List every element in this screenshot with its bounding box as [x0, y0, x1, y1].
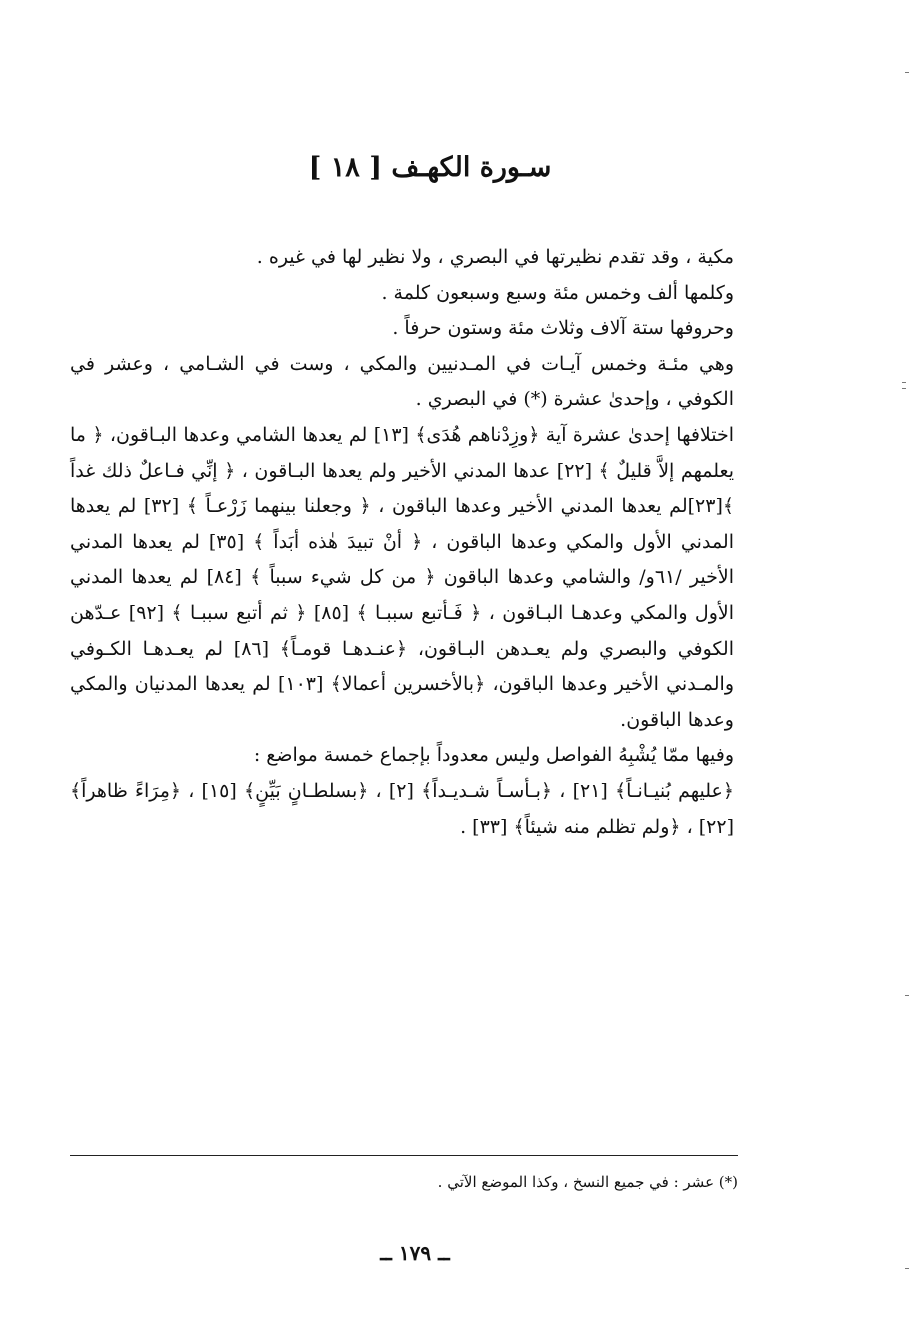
margin-mark: [902, 382, 906, 383]
paragraph-similar-intro: وفيها ممّا يُشْبِهُ الفواصل وليس معدوداً بإجماع خمسة مواضع :: [253, 744, 734, 767]
paragraph-verse-count: وهي مئـة وخمس آيـات في المـدنيين والمكي ، وست في الشـامي ، وعشر في الكوفي ، وإحدىٰ عشرة (*) في البصري .: [70, 352, 734, 411]
paragraph-word-count: وكلمها ألف وخمس مئة وسبع وسبعون كلمة .: [381, 281, 734, 304]
margin-mark: [905, 1268, 909, 1269]
margin-mark: [905, 995, 909, 996]
surah-title: سـورة الكهـف [ ١٨ ]: [308, 152, 552, 183]
paragraph-differences: اختلافها إحدىٰ عشرة آية ﴿وزِدْناهم هُدَى﴾ [١٣] لم يعدها الشامي وعدها البـاقون، ﴿ ما يعلمهم إلاَّ قليلٌ ﴾ [٢٢] عدها المدني الأخير ولم يعدها البـاقون ، ﴿ إنِّي فـاعلٌ ذلك غداً ﴾[٢٣]لم يعدها المدني الأخير وعدها الباقون ، ﴿ وجعلنا بينهما زَرْعـاً ﴾ [٣٢] لم يعدها المدني الأول والمكي وعدها الباقون ، ﴿ أنْ تبيدَ هٰذه أبَداً ﴾ [٣٥] لم يعدها المدني الأخير /٦١و/ والشامي وعدها الباقون ﴿ من كل شيء سبباً ﴾ [٨٤] لم يعدها المدني الأول والمكي وعدهـا البـاقون ، ﴿ فَـأتبع سببـا ﴾ [٨٥] ﴿ ثم أتبع سببـا ﴾ [٩٢] عـدّهن الكوفي والبصري ولم يعـدهن البـاقون، ﴿عنـدهـا قومـاً﴾ [٨٦] لم يعـدهـا الكـوفي والمـدني الأخير وعدها الباقون، ﴿بالأخسرين أعمالا﴾ [١٠٣] لم يعدها المدنيان والمكي وعدها الباقون.: [70, 423, 735, 731]
paragraph-revelation: مكية ، وقد تقدم نظيرتها في البصري ، ولا نظير لها في غيره .: [256, 246, 734, 268]
paragraph-letter-count: وحروفها ستة آلاف وثلاث مئة وستون حرفاً .: [392, 317, 734, 340]
footnote: (*) عشر : في جميع النسخ ، وكذا الموضع الآتي .: [437, 1173, 738, 1191]
paragraph-similar-list: ﴿عليهم بُنيـانـاً﴾ [٢١] ، ﴿بـأسـاً شـديـداً﴾ [٢] ، ﴿بسلطـانٍ بَيِّنٍ﴾ [١٥] ، ﴿مِرَاءً ظاهراً﴾ [٢٢] ، ﴿ولم تظلم منه شيئاً﴾ [٣٣] .: [70, 779, 735, 838]
margin-mark: [905, 72, 909, 73]
margin-mark: [902, 388, 906, 389]
main-text: [70, 240, 734, 845]
footnote-divider: [70, 1155, 738, 1156]
page-number: ــ ١٧٩ ــ: [380, 1241, 450, 1265]
